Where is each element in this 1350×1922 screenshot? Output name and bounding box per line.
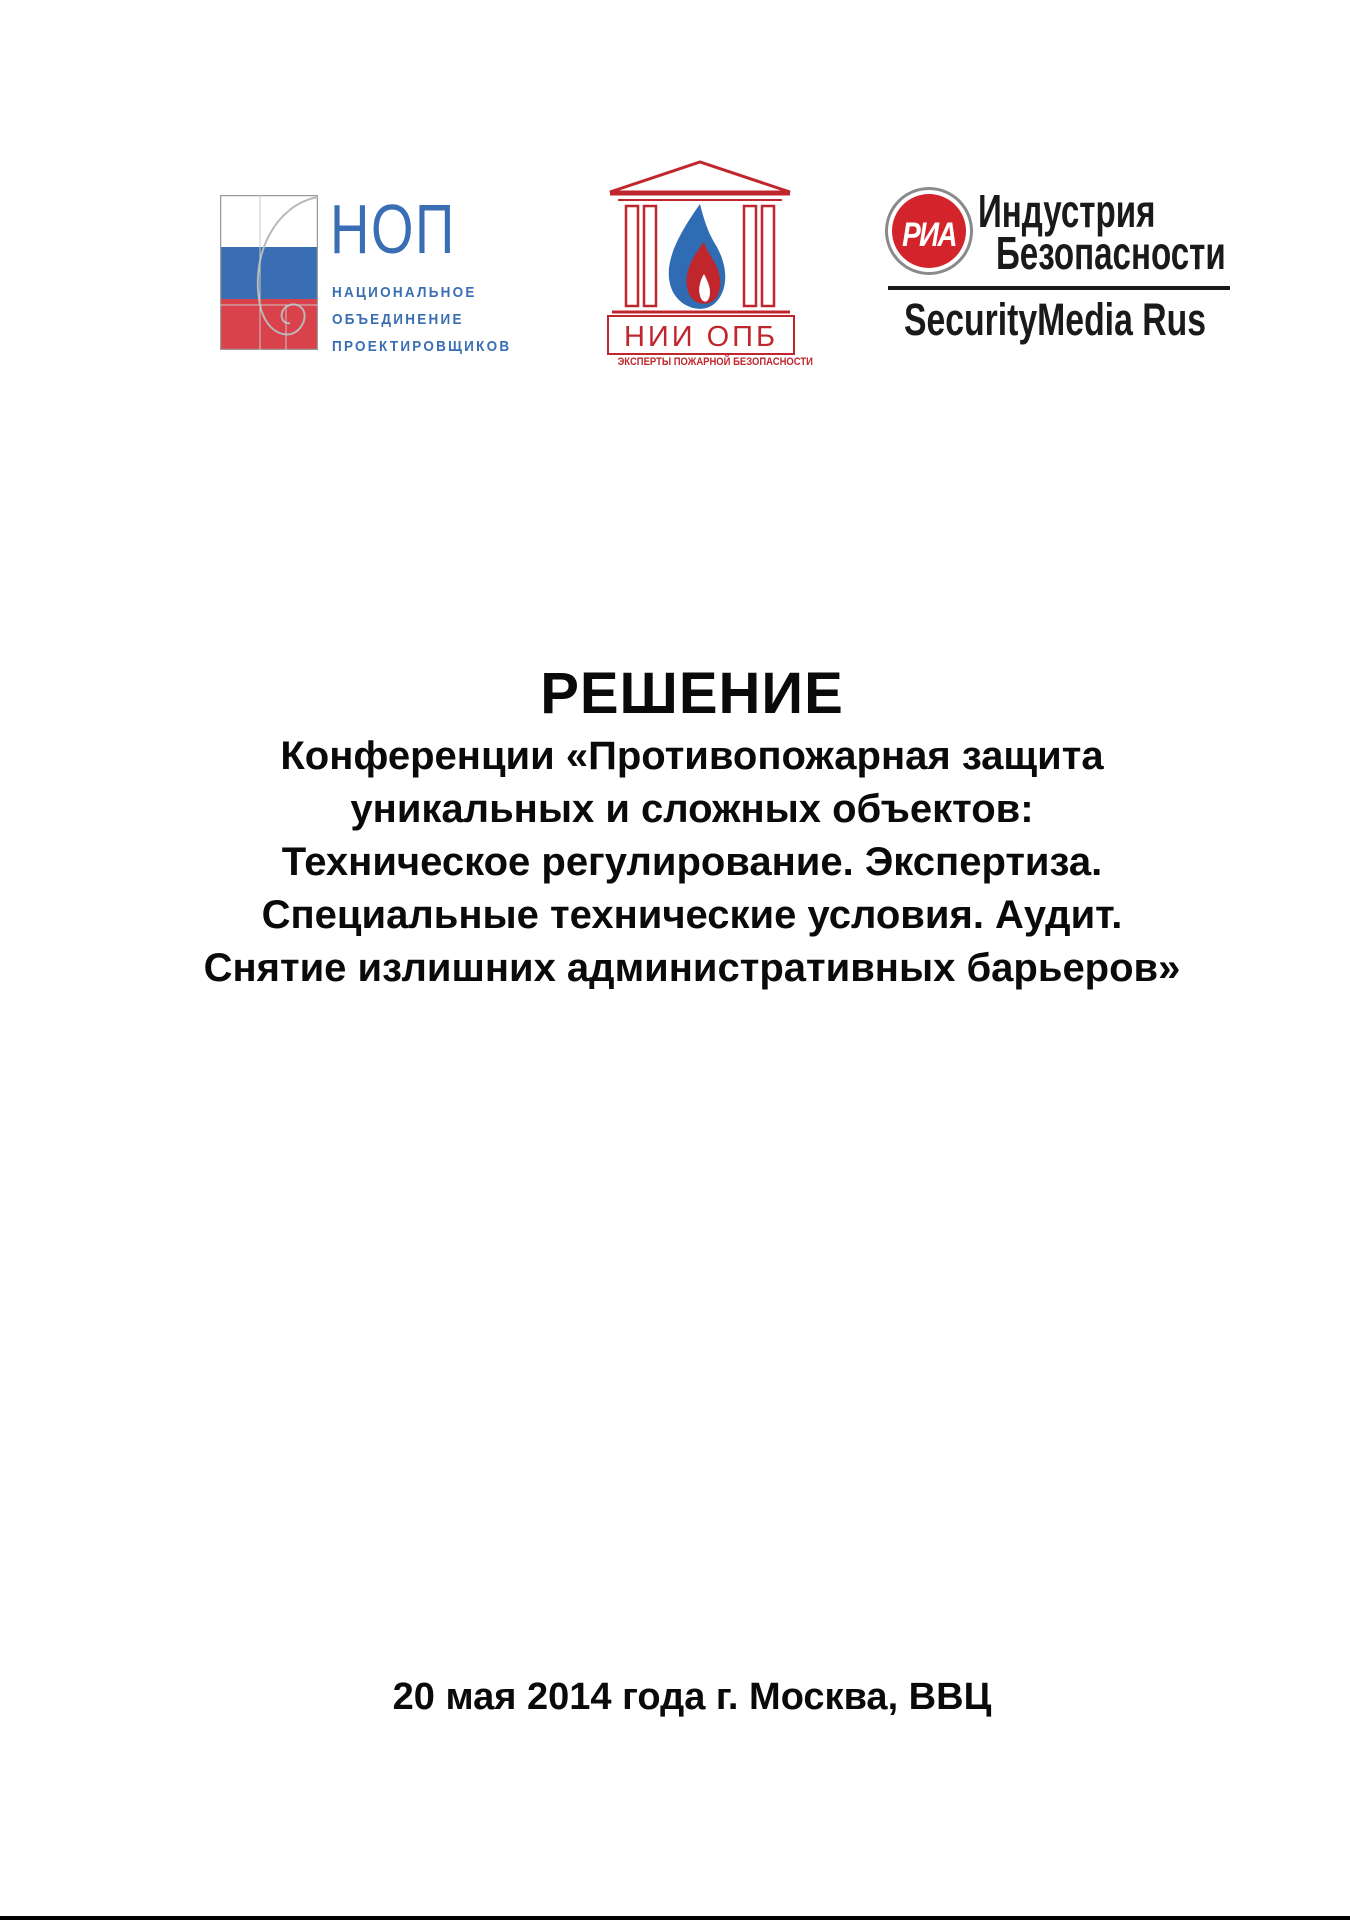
ria-divider — [888, 286, 1230, 290]
ria-security-text: Безопасности — [996, 227, 1226, 279]
document-title: РЕШЕНИЕ — [540, 661, 844, 726]
nop-name-line: ОБЪЕДИНЕНИЕ — [332, 311, 464, 328]
nop-name-line: ПРОЕКТИРОВЩИКОВ — [332, 338, 512, 355]
nop-full-name — [332, 279, 511, 360]
ria-industry-text: Индустрия — [978, 185, 1156, 237]
nii-opb-logo — [604, 158, 813, 373]
subtitle-line: уникальных и сложных объектов: — [350, 787, 1034, 831]
page-bottom-border — [0, 1916, 1350, 1920]
nop-logo — [220, 190, 512, 355]
document-subtitle — [0, 730, 1350, 995]
ria-logo — [888, 185, 1236, 345]
nop-name-line: НАЦИОНАЛЬНОЕ — [332, 284, 477, 301]
securitymedia-text: SecurityMedia Rus — [904, 294, 1206, 345]
subtitle-line: Конференции «Противопожарная защита — [280, 734, 1104, 778]
nii-opb-abbreviation: НИИ ОПБ — [623, 321, 779, 353]
nop-abbreviation: НОП — [330, 190, 456, 268]
subtitle-line: Техническое регулирование. Экспертиза. — [281, 840, 1103, 884]
subtitle-line: Специальные технические условия. Аудит. — [261, 893, 1123, 937]
russian-flag-spiral-icon — [220, 195, 318, 350]
nii-opb-tagline: ЭКСПЕРТЫ ПОЖАРНОЙ БЕЗОПАСНОСТИ — [617, 356, 813, 368]
ria-badge-text: РИА — [902, 216, 956, 254]
date-and-place: 20 мая 2014 года г. Москва, ВВЦ — [392, 1676, 992, 1718]
subtitle-line: Снятие излишних административных барьеров» — [203, 946, 1181, 990]
